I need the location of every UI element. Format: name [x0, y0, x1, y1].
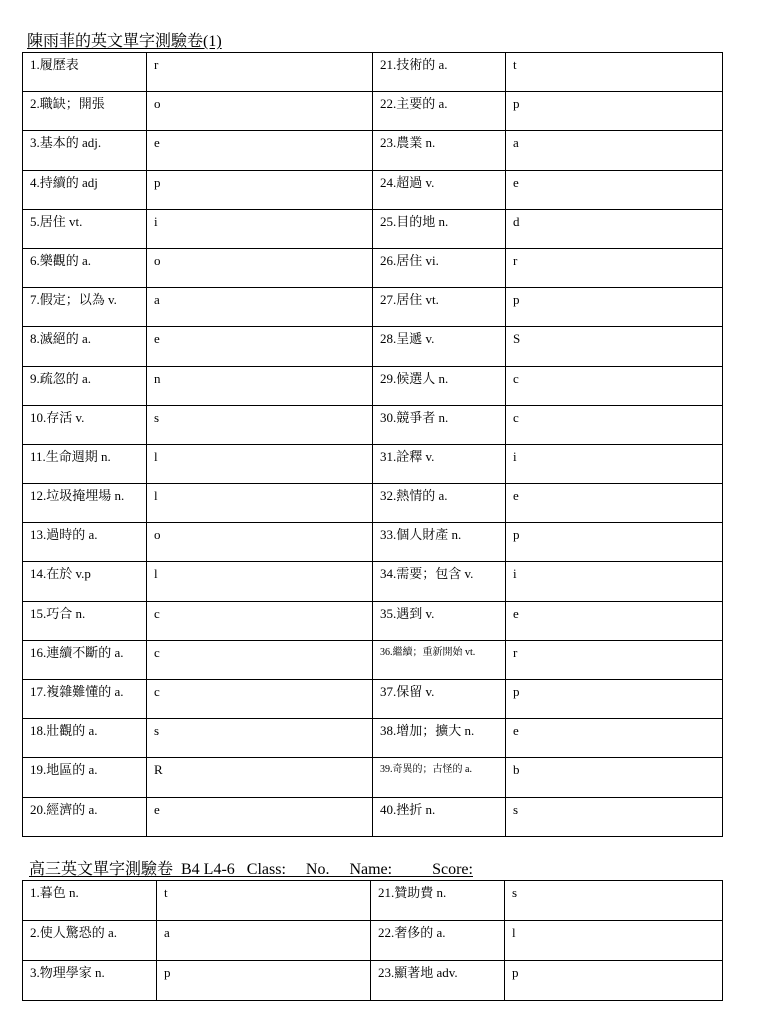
answer-hint-cell: c	[147, 601, 373, 640]
table-row	[23, 131, 723, 170]
answer-hint-cell: e	[147, 327, 373, 366]
table-row	[23, 405, 723, 444]
table-row	[23, 601, 723, 640]
table-row	[23, 797, 723, 836]
answer-hint-cell: r	[506, 640, 723, 679]
question-cell: 13.過時的 a.	[23, 523, 147, 562]
question-cell: 9.疏忽的 a.	[23, 366, 147, 405]
answer-hint-cell: c	[506, 366, 723, 405]
answer-hint-cell: e	[506, 719, 723, 758]
question-cell: 7.假定；以為 v.	[23, 288, 147, 327]
answer-hint-cell: e	[147, 131, 373, 170]
question-cell: 18.壯觀的 a.	[23, 719, 147, 758]
answer-hint-cell: r	[147, 53, 373, 92]
table-row	[23, 881, 723, 921]
question-cell: 20.經濟的 a.	[23, 797, 147, 836]
answer-hint-cell: d	[506, 209, 723, 248]
question-cell: 39.奇異的；古怪的 a.	[373, 758, 506, 797]
question-cell: 22.奢侈的 a.	[371, 921, 505, 961]
question-cell: 22.主要的 a.	[373, 92, 506, 131]
question-cell: 37.保留 v.	[373, 680, 506, 719]
table-row	[23, 523, 723, 562]
answer-hint-cell: i	[506, 444, 723, 483]
answer-hint-cell: i	[147, 209, 373, 248]
table-row	[23, 719, 723, 758]
answer-hint-cell: a	[506, 131, 723, 170]
question-cell: 16.連續不斷的 a.	[23, 640, 147, 679]
question-cell: 28.呈遞 v.	[373, 327, 506, 366]
question-cell: 1.暮色 n.	[23, 881, 157, 921]
question-cell: 32.熱情的 a.	[373, 484, 506, 523]
answer-hint-cell: o	[147, 248, 373, 287]
answer-hint-cell: p	[505, 961, 723, 1001]
question-cell: 6.樂觀的 a.	[23, 248, 147, 287]
question-cell: 26.居住 vi.	[373, 248, 506, 287]
question-cell: 25.目的地 n.	[373, 209, 506, 248]
quiz-1-rows	[23, 53, 723, 837]
question-cell: 15.巧合 n.	[23, 601, 147, 640]
question-cell: 29.候選人 n.	[373, 366, 506, 405]
question-cell: 4.持續的 adj	[23, 170, 147, 209]
answer-hint-cell: s	[147, 719, 373, 758]
table-row	[23, 366, 723, 405]
answer-hint-cell: c	[147, 640, 373, 679]
table-row	[23, 288, 723, 327]
table-row	[23, 921, 723, 961]
table-row	[23, 640, 723, 679]
answer-hint-cell: p	[147, 170, 373, 209]
question-cell: 34.需要；包含 v.	[373, 562, 506, 601]
answer-hint-cell: S	[506, 327, 723, 366]
answer-hint-cell: p	[506, 288, 723, 327]
answer-hint-cell: n	[147, 366, 373, 405]
answer-hint-cell: l	[147, 444, 373, 483]
question-cell: 40.挫折 n.	[373, 797, 506, 836]
answer-hint-cell: t	[506, 53, 723, 92]
answer-hint-cell: p	[506, 680, 723, 719]
answer-hint-cell: e	[506, 170, 723, 209]
answer-hint-cell: p	[506, 92, 723, 131]
answer-hint-cell: c	[147, 680, 373, 719]
table-row	[23, 758, 723, 797]
table-row	[23, 484, 723, 523]
quiz-1-table	[22, 52, 723, 837]
table-row	[23, 562, 723, 601]
quiz-1-title: 陳雨菲的英文單字測驗卷(1)	[27, 33, 222, 50]
answer-hint-cell: i	[506, 562, 723, 601]
question-cell: 8.滅絕的 a.	[23, 327, 147, 366]
answer-hint-cell: R	[147, 758, 373, 797]
question-cell: 21.贊助費 n.	[371, 881, 505, 921]
question-cell: 27.居住 vt.	[373, 288, 506, 327]
answer-hint-cell: s	[506, 797, 723, 836]
table-row	[23, 248, 723, 287]
question-cell: 30.競爭者 n.	[373, 405, 506, 444]
table-row	[23, 209, 723, 248]
question-cell: 3.物理學家 n.	[23, 961, 157, 1001]
answer-hint-cell: o	[147, 523, 373, 562]
quiz-2-title: 高三英文單字測驗卷 B4 L4-6 Class: No. Name: Score:	[29, 861, 473, 878]
answer-hint-cell: t	[157, 881, 371, 921]
question-cell: 2.使人驚恐的 a.	[23, 921, 157, 961]
question-cell: 5.居住 vt.	[23, 209, 147, 248]
table-row	[23, 327, 723, 366]
table-row	[23, 680, 723, 719]
quiz-2-rows	[23, 881, 723, 1001]
question-cell: 1.履歷表	[23, 53, 147, 92]
question-cell: 24.超過 v.	[373, 170, 506, 209]
answer-hint-cell: s	[147, 405, 373, 444]
question-cell: 19.地區的 a.	[23, 758, 147, 797]
question-cell: 2.職缺；開張	[23, 92, 147, 131]
table-row	[23, 444, 723, 483]
answer-hint-cell: a	[147, 288, 373, 327]
answer-hint-cell: e	[506, 484, 723, 523]
answer-hint-cell: p	[506, 523, 723, 562]
question-cell: 35.遇到 v.	[373, 601, 506, 640]
table-row	[23, 53, 723, 92]
question-cell: 12.垃圾掩埋場 n.	[23, 484, 147, 523]
answer-hint-cell: s	[505, 881, 723, 921]
question-cell: 36.繼續；重新開始 vt.	[373, 640, 506, 679]
question-cell: 38.增加；擴大 n.	[373, 719, 506, 758]
answer-hint-cell: a	[157, 921, 371, 961]
question-cell: 14.在於 v.p	[23, 562, 147, 601]
question-cell: 23.農業 n.	[373, 131, 506, 170]
question-cell: 10.存活 v.	[23, 405, 147, 444]
question-cell: 3.基本的 adj.	[23, 131, 147, 170]
answer-hint-cell: l	[147, 562, 373, 601]
quiz-2-table	[22, 880, 723, 1001]
answer-hint-cell: b	[506, 758, 723, 797]
question-cell: 33.個人財產 n.	[373, 523, 506, 562]
answer-hint-cell: e	[506, 601, 723, 640]
answer-hint-cell: l	[147, 484, 373, 523]
question-cell: 11.生命週期 n.	[23, 444, 147, 483]
answer-hint-cell: o	[147, 92, 373, 131]
question-cell: 21.技術的 a.	[373, 53, 506, 92]
answer-hint-cell: p	[157, 961, 371, 1001]
table-row	[23, 961, 723, 1001]
table-row	[23, 92, 723, 131]
question-cell: 31.詮釋 v.	[373, 444, 506, 483]
question-cell: 17.複雜難懂的 a.	[23, 680, 147, 719]
table-row	[23, 170, 723, 209]
answer-hint-cell: c	[506, 405, 723, 444]
question-cell: 23.顯著地 adv.	[371, 961, 505, 1001]
answer-hint-cell: l	[505, 921, 723, 961]
answer-hint-cell: e	[147, 797, 373, 836]
answer-hint-cell: r	[506, 248, 723, 287]
